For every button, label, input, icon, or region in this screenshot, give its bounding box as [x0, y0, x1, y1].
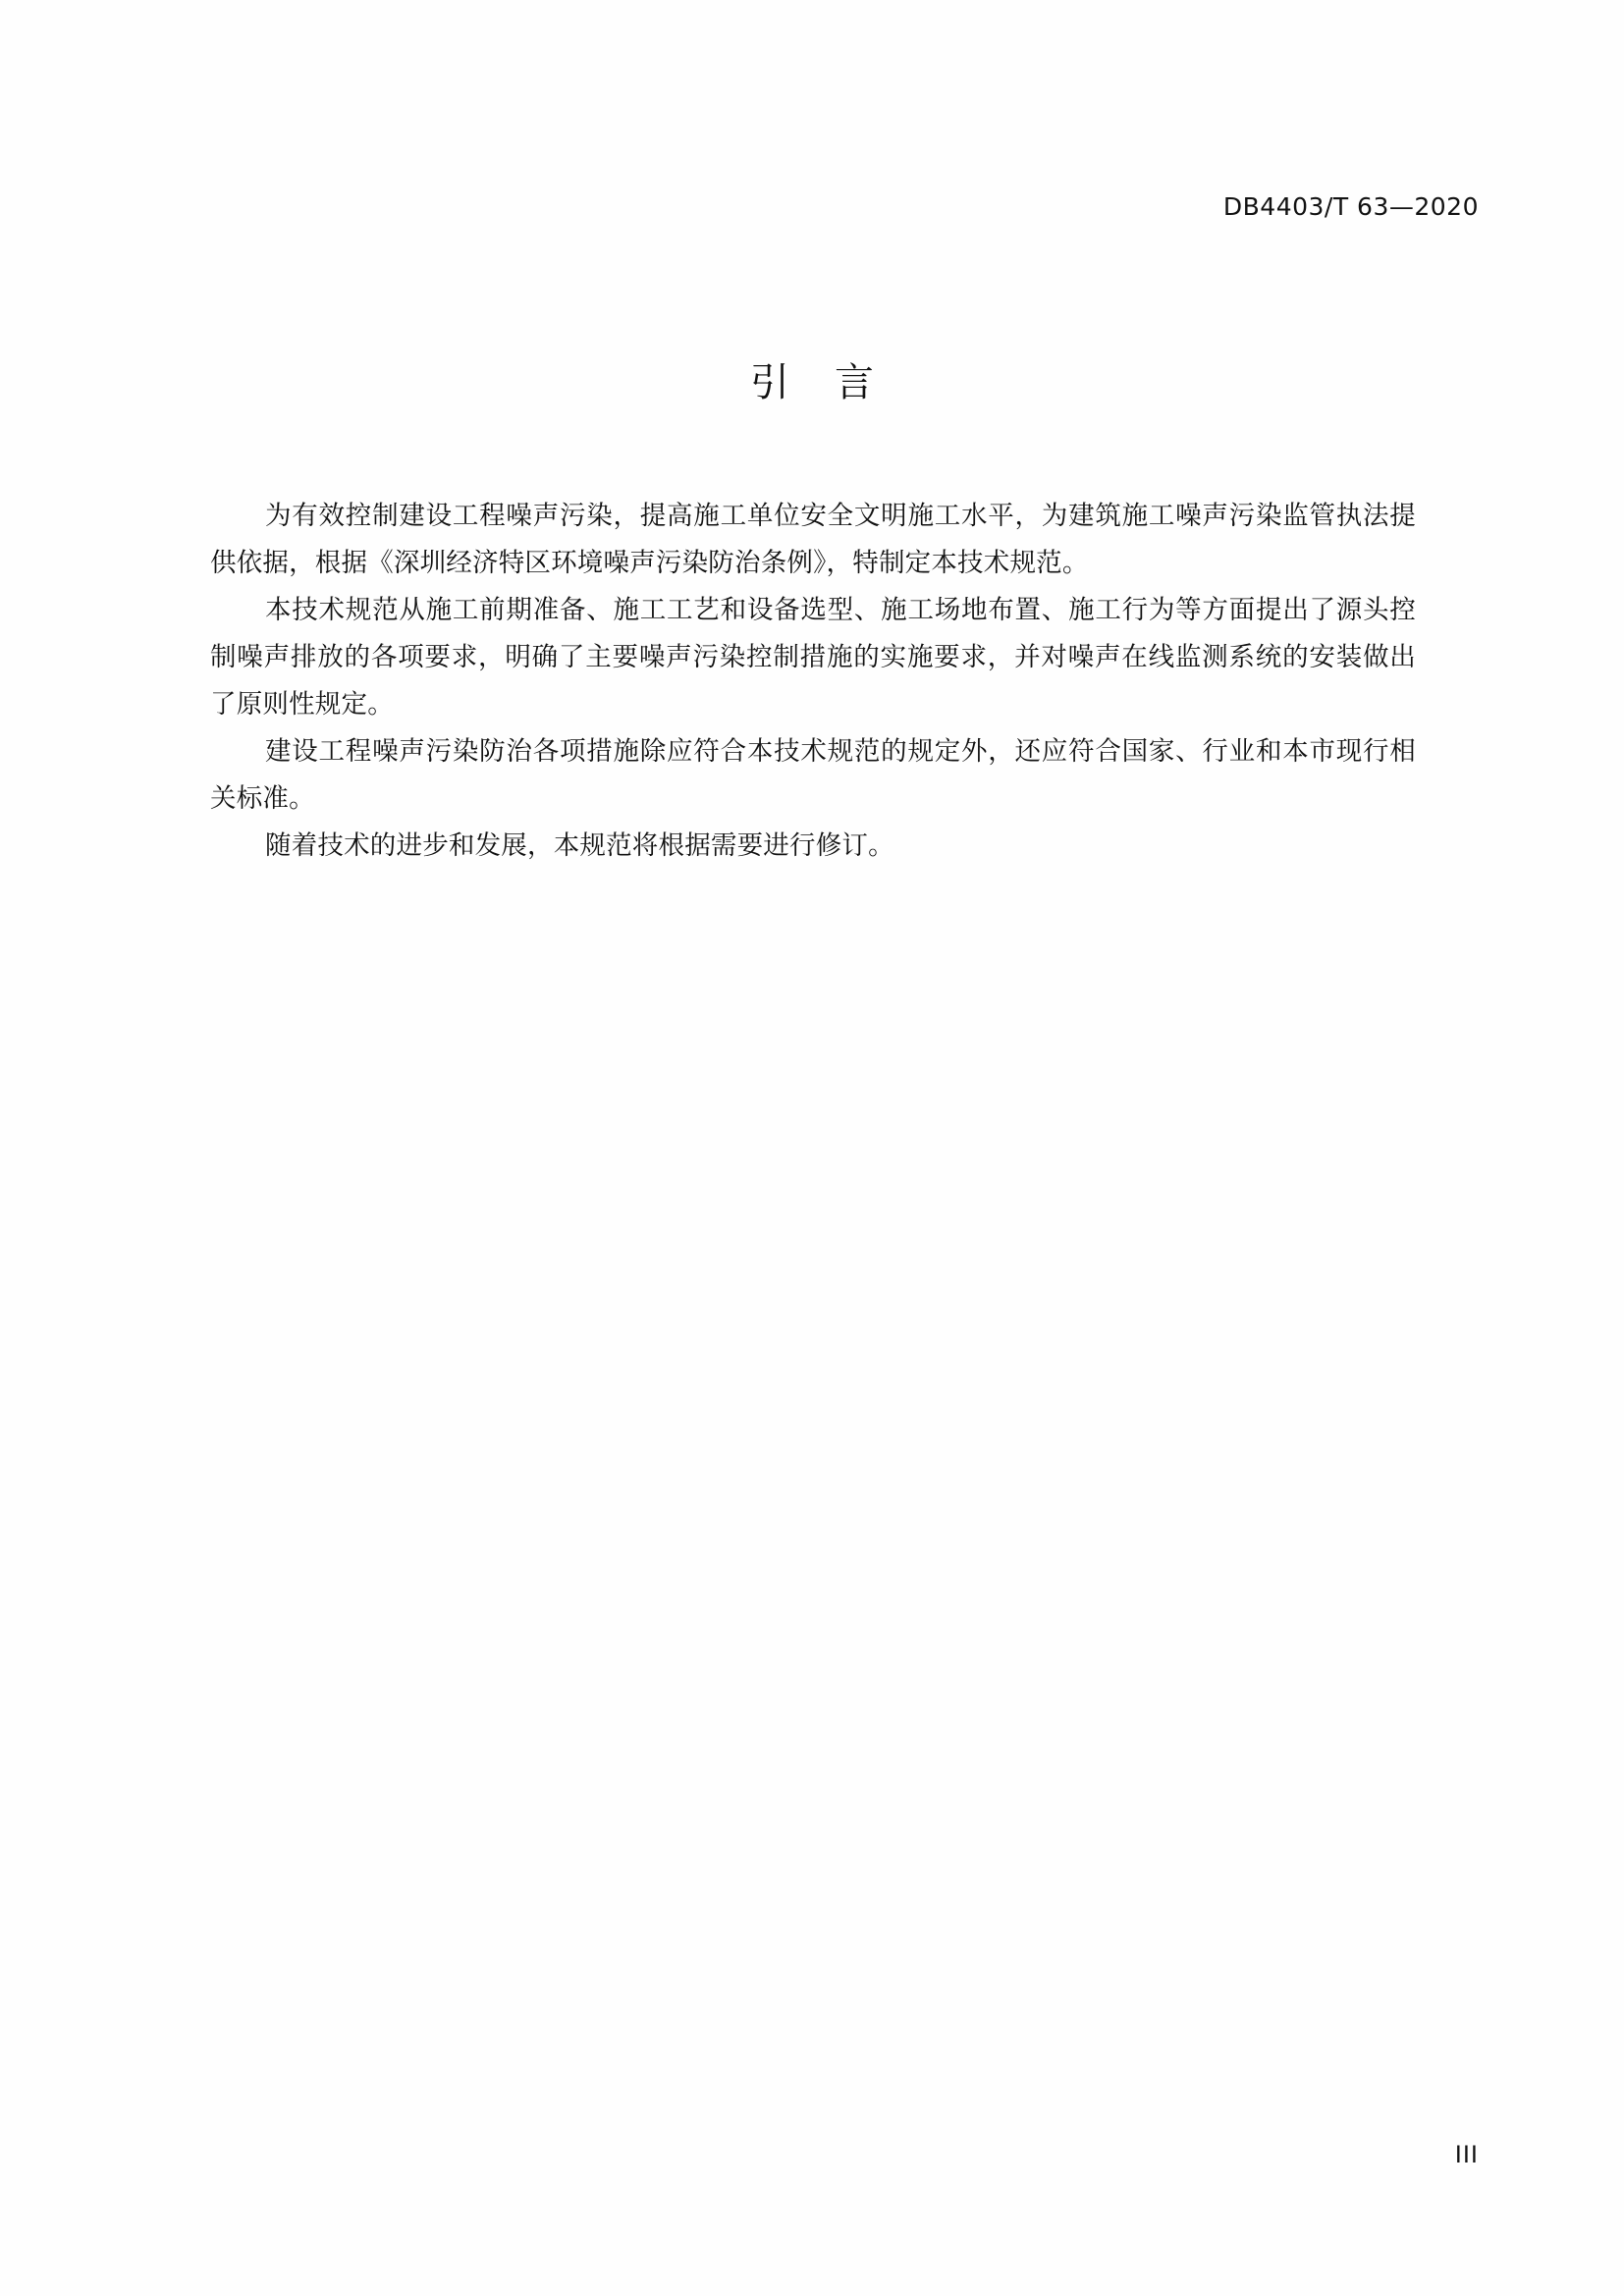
paragraph: 随着技术的进步和发展，本规范将根据需要进行修订。 [265, 830, 894, 861]
paragraph: 本技术规范从施工前期准备、施工工艺和设备选型、施工场地布置、施工行为等方面提出了源头控制噪声排放的各项要求，明确了主要噪声污染控制措施的实施要求，并对噪声在线监测系统的安装做出了原则性规定。 [210, 595, 1416, 720]
body-content [210, 493, 1416, 870]
paragraph: 建设工程噪声污染防治各项措施除应符合本技术规范的规定外，还应符合国家、行业和本市现行相关标准。 [210, 736, 1416, 814]
page-title: 引言 [750, 360, 919, 405]
page-number: III [1454, 2141, 1479, 2168]
page-header-standard-number: DB4403/T 63—2020 [1222, 192, 1479, 221]
paragraph: 为有效控制建设工程噪声污染，提高施工单位安全文明施工水平，为建筑施工噪声污染监管执法提供依据，根据《深圳经济特区环境噪声污染防治条例》，特制定本技术规范。 [210, 501, 1416, 578]
